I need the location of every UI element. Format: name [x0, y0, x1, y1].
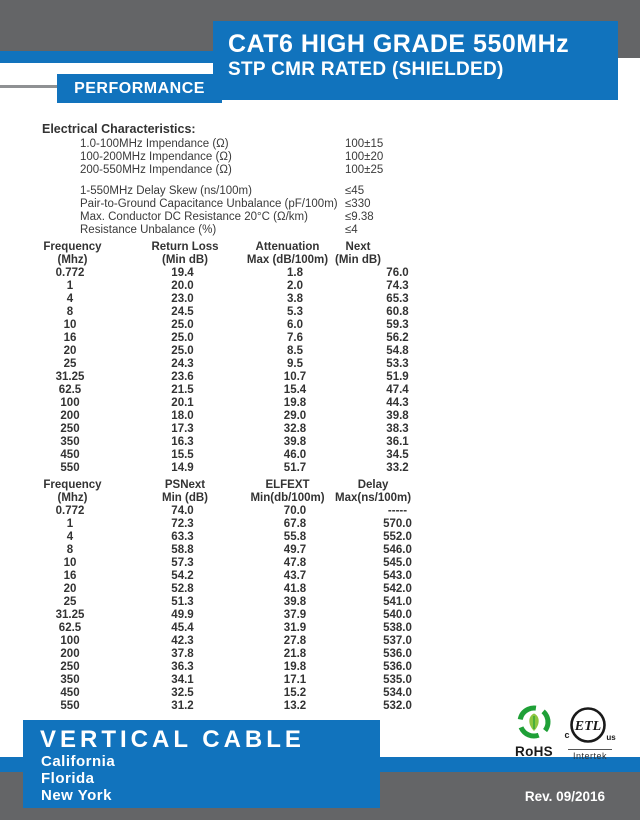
frequency-cell: 20 — [63, 583, 77, 595]
electrical-label: 100-200MHz Impendance (Ω) — [80, 151, 232, 163]
next-cell: 34.5 — [386, 449, 409, 461]
table-row — [15, 306, 455, 319]
next-cell: 38.3 — [386, 423, 409, 435]
table-row — [15, 410, 455, 423]
next-cell: 36.1 — [386, 436, 409, 448]
electrical-row — [80, 138, 465, 151]
electrical-value: 100±25 — [345, 164, 384, 176]
return-loss-cell: 18.0 — [171, 410, 194, 422]
table-row — [15, 596, 455, 609]
table-row — [15, 583, 455, 596]
attenuation-cell: 1.8 — [287, 267, 303, 279]
column-header-line2: Min (dB) — [162, 491, 208, 504]
frequency-cell: 62.5 — [58, 384, 82, 396]
column-header — [15, 479, 130, 504]
column-header-line2: Max(ns/100m) — [335, 491, 412, 504]
table-row — [15, 293, 455, 306]
table-row — [15, 609, 455, 622]
psnext-cell: 49.9 — [171, 609, 194, 621]
certification-logos — [512, 704, 622, 761]
attenuation-cell: 51.7 — [283, 462, 307, 474]
electrical-characteristics-section — [15, 121, 465, 237]
psnext-cell: 45.4 — [171, 622, 194, 634]
attenuation-cell: 3.8 — [287, 293, 303, 305]
frequency-cell: 100 — [60, 635, 80, 647]
next-cell: 33.2 — [386, 462, 409, 474]
psnext-cell: 34.1 — [171, 674, 194, 686]
return-loss-cell: 15.5 — [171, 449, 194, 461]
table-row — [15, 531, 455, 544]
delay-cell: 540.0 — [383, 609, 412, 621]
column-header-line1: ELFEXT — [265, 479, 310, 491]
psnext-cell: 52.8 — [171, 583, 194, 595]
column-header — [240, 241, 335, 266]
column-header-line1: Attenuation — [255, 241, 320, 253]
next-cell: 53.3 — [386, 358, 409, 370]
electrical-value: ≤45 — [345, 185, 365, 197]
column-header-line1: Return Loss — [151, 241, 219, 253]
rohs-logo — [512, 704, 556, 758]
column-header-line1: Frequency — [43, 241, 102, 253]
electrical-label: Max. Conductor DC Resistance 20°C (Ω/km) — [80, 211, 308, 223]
electrical-label: Resistance Unbalance (%) — [80, 224, 217, 236]
column-header-line1: Delay — [357, 479, 389, 491]
column-header — [130, 241, 240, 266]
psnext-cell: 72.3 — [171, 518, 194, 530]
table-row — [15, 449, 455, 462]
electrical-group-1 — [80, 138, 465, 177]
electrical-row — [80, 224, 465, 237]
attenuation-cell: 2.0 — [287, 280, 303, 292]
table-row — [15, 384, 455, 397]
elfext-cell: 39.8 — [283, 596, 307, 608]
attenuation-cell: 5.3 — [287, 306, 303, 318]
table-row — [15, 635, 455, 648]
table-row — [15, 544, 455, 557]
return-loss-cell: 20.1 — [171, 397, 194, 409]
psnext-cell: 63.3 — [171, 531, 194, 543]
rohs-recycle-icon — [514, 704, 554, 742]
frequency-cell: 16 — [63, 570, 77, 582]
next-cell: 54.8 — [386, 345, 409, 357]
electrical-group-gap — [15, 177, 465, 184]
column-header — [335, 241, 381, 266]
frequency-cell: 8 — [66, 306, 74, 318]
attenuation-cell: 19.8 — [283, 397, 307, 409]
elfext-cell: 17.1 — [283, 674, 307, 686]
column-header-line2: Max (dB/100m) — [246, 253, 329, 266]
frequency-cell: 10 — [63, 319, 77, 331]
rohs-label: RoHS — [515, 744, 553, 759]
frequency-cell: 0.772 — [55, 505, 85, 517]
column-header-line2: (Min dB) — [162, 253, 208, 266]
column-header — [240, 479, 335, 504]
frequency-cell: 200 — [60, 648, 80, 660]
location-item: California — [41, 753, 116, 770]
delay-cell: 537.0 — [383, 635, 412, 647]
table-row — [15, 518, 455, 531]
frequency-cell: 450 — [60, 449, 80, 461]
table-row — [15, 687, 455, 700]
elfext-cell: 13.2 — [283, 700, 307, 712]
delay-cell: 538.0 — [383, 622, 412, 634]
electrical-value: 100±20 — [345, 151, 384, 163]
electrical-group-2 — [80, 185, 465, 237]
delay-cell: 534.0 — [383, 687, 412, 699]
electrical-label: 1.0-100MHz Impendance (Ω) — [80, 138, 229, 150]
table-row — [15, 462, 455, 475]
frequency-cell: 200 — [60, 410, 80, 422]
table-row — [15, 436, 455, 449]
delay-cell: 543.0 — [383, 570, 412, 582]
elfext-cell: 15.2 — [283, 687, 307, 699]
psnext-cell: 37.8 — [171, 648, 194, 660]
frequency-cell: 16 — [63, 332, 77, 344]
frequency-cell: 250 — [60, 661, 80, 673]
attenuation-cell: 7.6 — [287, 332, 303, 344]
revision-label: Rev. 09/2016 — [524, 789, 605, 804]
table-row — [15, 280, 455, 293]
psnext-cell: 54.2 — [171, 570, 194, 582]
location-item: Florida — [41, 770, 95, 787]
frequency-cell: 8 — [66, 544, 74, 556]
table-row — [15, 345, 455, 358]
delay-cell: 545.0 — [383, 557, 412, 569]
electrical-row — [80, 164, 465, 177]
return-loss-cell: 25.0 — [171, 319, 194, 331]
return-loss-cell: 24.3 — [171, 358, 194, 370]
electrical-value: 100±15 — [345, 138, 384, 150]
delay-cell: 542.0 — [383, 583, 412, 595]
intertek-label: Intertek — [568, 749, 612, 761]
frequency-cell: 4 — [66, 531, 74, 543]
delay-cell: 536.0 — [383, 661, 412, 673]
attenuation-cell: 39.8 — [283, 436, 307, 448]
table-row — [15, 622, 455, 635]
attenuation-cell: 46.0 — [283, 449, 307, 461]
psnext-cell: 32.5 — [171, 687, 194, 699]
frequency-cell: 550 — [60, 462, 80, 474]
next-cell: 51.9 — [386, 371, 409, 383]
performance-table-1 — [15, 241, 455, 475]
electrical-row — [80, 185, 465, 198]
frequency-cell: 250 — [60, 423, 80, 435]
elfext-cell: 41.8 — [283, 583, 307, 595]
frequency-cell: 350 — [60, 436, 80, 448]
frequency-cell: 31.25 — [55, 371, 85, 383]
table-row — [15, 332, 455, 345]
table-row — [15, 648, 455, 661]
next-cell: 47.4 — [386, 384, 409, 396]
elfext-cell: 49.7 — [283, 544, 307, 556]
table-2-header-row — [15, 479, 455, 504]
table-row — [15, 397, 455, 410]
next-cell: 60.8 — [386, 306, 409, 318]
next-cell: 56.2 — [386, 332, 409, 344]
electrical-label: Pair-to-Ground Capacitance Unbalance (pF/100m) — [80, 198, 338, 210]
psnext-cell: 58.8 — [171, 544, 194, 556]
next-cell: 65.3 — [386, 293, 409, 305]
page-subtitle: STP CMR RATED (SHIELDED) — [228, 59, 504, 80]
psnext-cell: 74.0 — [171, 505, 194, 517]
next-cell: 39.8 — [386, 410, 409, 422]
location-item: New York — [41, 787, 112, 804]
next-cell: 76.0 — [386, 267, 409, 279]
elfext-cell: 27.8 — [283, 635, 307, 647]
elfext-cell: 31.9 — [283, 622, 307, 634]
return-loss-cell: 23.0 — [171, 293, 194, 305]
etl-us-mark: us — [606, 733, 616, 742]
delay-cell: 532.0 — [383, 700, 412, 712]
company-box — [23, 720, 380, 808]
table-row — [15, 358, 455, 371]
etl-letters: ETL — [574, 719, 602, 734]
table-row — [15, 267, 455, 280]
next-cell: 59.3 — [386, 319, 409, 331]
frequency-cell: 350 — [60, 674, 80, 686]
frequency-cell: 10 — [63, 557, 77, 569]
column-header-line1: PSNext — [164, 479, 206, 491]
frequency-cell: 1 — [66, 518, 74, 530]
elfext-cell: 21.8 — [283, 648, 307, 660]
next-cell: 44.3 — [386, 397, 409, 409]
table-row — [15, 423, 455, 436]
electrical-value: ≤330 — [345, 198, 371, 210]
performance-section-label: PERFORMANCE — [57, 74, 222, 103]
table-row — [15, 319, 455, 332]
return-loss-cell: 24.5 — [171, 306, 194, 318]
attenuation-cell: 10.7 — [283, 371, 307, 383]
company-locations — [40, 753, 380, 804]
attenuation-cell: 29.0 — [283, 410, 307, 422]
delay-cell: 552.0 — [383, 531, 412, 543]
page-title: CAT6 HIGH GRADE 550MHz — [228, 30, 570, 58]
etl-intertek-logo — [558, 704, 620, 761]
frequency-cell: 20 — [63, 345, 77, 357]
table-row — [15, 505, 455, 518]
psnext-cell: 42.3 — [171, 635, 194, 647]
column-header-line1: Next — [345, 241, 371, 253]
column-header-line2: (Min dB) — [335, 253, 381, 266]
column-header — [130, 479, 240, 504]
column-header-line2: (Mhz) — [57, 253, 88, 266]
delay-cell: 570.0 — [383, 518, 412, 530]
column-header-line2: (Mhz) — [57, 491, 88, 504]
frequency-cell: 0.772 — [55, 267, 85, 279]
delay-cell: ----- — [387, 505, 408, 517]
etl-mark-icon — [558, 704, 620, 748]
elfext-cell: 37.9 — [283, 609, 307, 621]
frequency-cell: 25 — [63, 358, 77, 370]
psnext-cell: 36.3 — [171, 661, 194, 673]
psnext-cell: 57.3 — [171, 557, 194, 569]
return-loss-cell: 17.3 — [171, 423, 194, 435]
attenuation-cell: 32.8 — [283, 423, 307, 435]
electrical-value: ≤9.38 — [345, 211, 374, 223]
return-loss-cell: 25.0 — [171, 332, 194, 344]
attenuation-cell: 6.0 — [287, 319, 303, 331]
electrical-row — [80, 211, 465, 224]
frequency-cell: 1 — [66, 280, 74, 292]
next-cell: 74.3 — [386, 280, 409, 292]
performance-table-2 — [15, 479, 455, 713]
return-loss-cell: 20.0 — [171, 280, 194, 292]
electrical-row — [80, 198, 465, 211]
frequency-cell: 100 — [60, 397, 80, 409]
return-loss-cell: 25.0 — [171, 345, 194, 357]
electrical-heading: Electrical Characteristics: — [42, 122, 196, 136]
column-header — [15, 241, 130, 266]
delay-cell: 541.0 — [383, 596, 412, 608]
column-header — [335, 479, 411, 504]
performance-rule — [0, 85, 57, 88]
table-row — [15, 661, 455, 674]
frequency-cell: 62.5 — [58, 622, 82, 634]
elfext-cell: 47.8 — [283, 557, 307, 569]
elfext-cell: 19.8 — [283, 661, 307, 673]
table-row — [15, 570, 455, 583]
elfext-cell: 55.8 — [283, 531, 307, 543]
table-row — [15, 371, 455, 384]
return-loss-cell: 19.4 — [171, 267, 194, 279]
electrical-label: 1-550MHz Delay Skew (ns/100m) — [80, 185, 252, 197]
psnext-cell: 51.3 — [171, 596, 194, 608]
frequency-cell: 550 — [60, 700, 80, 712]
table-row — [15, 674, 455, 687]
return-loss-cell: 14.9 — [171, 462, 194, 474]
attenuation-cell: 15.4 — [283, 384, 307, 396]
frequency-cell: 25 — [63, 596, 77, 608]
column-header-line1: Frequency — [43, 479, 102, 491]
column-header-line2: Min(db/100m) — [250, 491, 325, 504]
delay-cell: 536.0 — [383, 648, 412, 660]
table-1-body — [15, 267, 455, 475]
frequency-cell: 4 — [66, 293, 74, 305]
elfext-cell: 67.8 — [283, 518, 307, 530]
attenuation-cell: 8.5 — [287, 345, 303, 357]
delay-cell: 546.0 — [383, 544, 412, 556]
electrical-label: 200-550MHz Impendance (Ω) — [80, 164, 232, 176]
attenuation-cell: 9.5 — [287, 358, 303, 370]
electrical-row — [80, 151, 465, 164]
psnext-cell: 31.2 — [171, 700, 194, 712]
table-2-body — [15, 505, 455, 713]
table-1-header-row — [15, 241, 455, 266]
return-loss-cell: 16.3 — [171, 436, 194, 448]
return-loss-cell: 23.6 — [171, 371, 194, 383]
frequency-cell: 450 — [60, 687, 80, 699]
table-row — [15, 700, 455, 713]
header-blue-strip — [0, 51, 220, 63]
return-loss-cell: 21.5 — [171, 384, 194, 396]
delay-cell: 535.0 — [383, 674, 412, 686]
electrical-value: ≤4 — [345, 224, 358, 236]
etl-c-mark: c — [564, 730, 570, 740]
elfext-cell: 43.7 — [283, 570, 307, 582]
elfext-cell: 70.0 — [283, 505, 307, 517]
company-name: VERTICAL CABLE — [40, 726, 305, 753]
title-box — [213, 21, 618, 100]
frequency-cell: 31.25 — [55, 609, 85, 621]
table-row — [15, 557, 455, 570]
